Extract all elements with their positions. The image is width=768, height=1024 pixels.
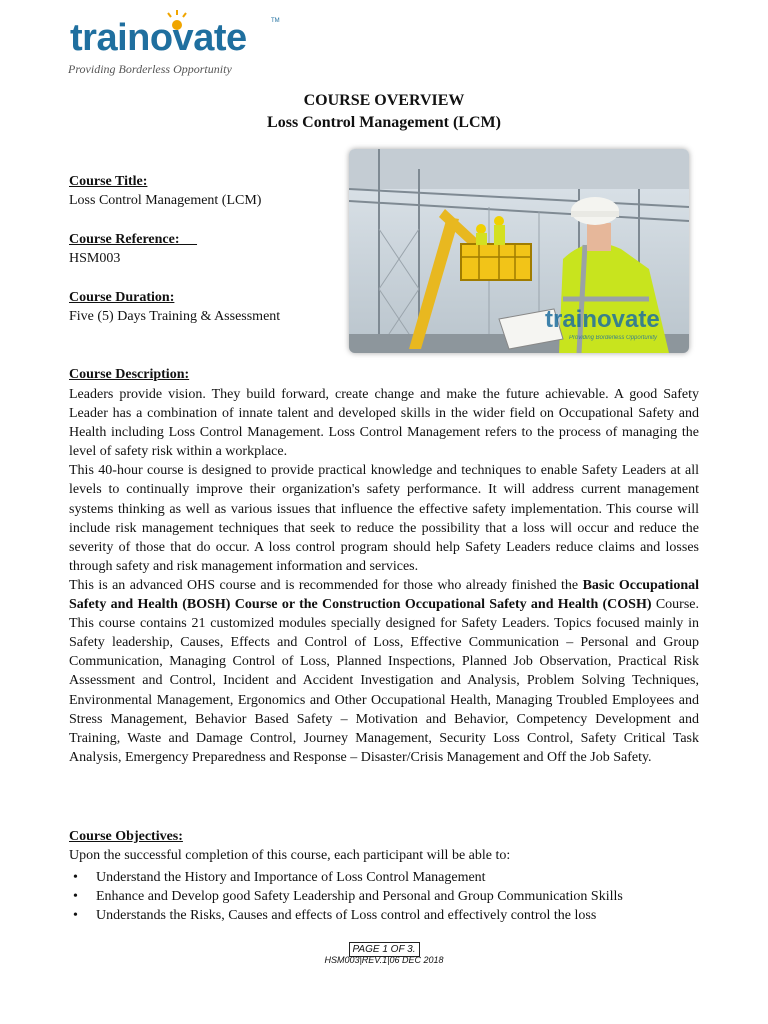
photo-watermark-tagline: Providing Borderless Opportunity xyxy=(569,335,658,341)
objective-item: • Understands the Risks, Causes and effects of Loss control and effectively control the loss xyxy=(69,906,709,925)
page-title: COURSE OVERVIEW xyxy=(303,92,465,109)
trainovate-logo xyxy=(68,8,283,60)
course-description xyxy=(69,385,699,767)
photo-illustration xyxy=(349,149,689,353)
course-title-label: Course Title: xyxy=(69,174,148,189)
course-duration-value: Five (5) Days Training & Assessment xyxy=(69,309,281,324)
course-reference-label: Course Reference: xyxy=(69,232,180,247)
course-reference-value: HSM003 xyxy=(69,251,121,266)
page-subtitle: Loss Control Management (LCM) xyxy=(267,114,501,131)
logo-graphic xyxy=(68,8,283,60)
course-objectives-label: Course Objectives: xyxy=(69,829,183,844)
page-number: PAGE 1 OF 3. xyxy=(0,939,768,957)
objective-item: • Understand the History and Importance of Loss Control Management xyxy=(69,868,709,887)
course-photo xyxy=(349,149,689,353)
objectives-list xyxy=(69,868,709,925)
course-title-value: Loss Control Management (LCM) xyxy=(69,193,262,208)
document-reference: HSM003|REV.1|06 DEC 2018 xyxy=(324,955,444,965)
brand-tagline: Providing Borderless Opportunity xyxy=(68,62,232,76)
course-description-label: Course Description: xyxy=(69,367,190,382)
svg-text:trainovate: trainovate xyxy=(70,17,247,59)
description-paragraph-3: This is an advanced OHS course and is recommended for those who already finished the Basic Occupational Safety and Health (BOSH) Course or the Construction Occupational Safety and Health (COSH) Course. This course contains 21 customized modules specially designed for Safety Leaders. Topics focused mainly in Safety leadership, Causes, Effects and Control of Loss, Effective Communication – Personal and Group Communication, Managing Control of Loss, Planned Inspections, Planned Job Observation, Practical Risk Assessment and Control, Incident and Accident Investigation and Analysis, Problem Solving Techniques, Environmental Management, Ergonomics and Other Occupational Health, Managing Troubled Employees and Stress Management, Behavior Based Safety – Motivation and Behavior, Competency Development and Training, Waste and Damage Control, Journey Management, Security Loss Control, Safety Critical Task Analysis, Emergency Preparedness and Response – Disaster/Crisis Management and Off the Job Safety. xyxy=(69,577,700,765)
prerequisite-courses: Basic Occupational Safety and Health (BOSH) Course or the Construction Occupational Safety and Health (COSH) xyxy=(69,577,700,613)
course-objectives-intro: Upon the successful completion of this course, each participant will be able to: xyxy=(69,848,511,863)
course-duration-label: Course Duration: xyxy=(69,290,175,305)
photo-watermark: trainovate xyxy=(545,306,660,333)
svg-text:TM: TM xyxy=(271,18,280,24)
description-paragraph-1: Leaders provide vision. They build forward, create change and make the future achievable. A good Safety Leader has a combination of innate talent and developed skills in the wider field on Occupational Safety and Health including Loss Control Management. Loss Control Management refers to the process of managing the level of safety risk within a workplace. xyxy=(69,387,699,460)
description-paragraph-2: This 40-hour course is designed to provide practical knowledge and techniques to enable Safety Leaders at all levels to continually improve their organization's safety performance. It will address current management systems thinking as well as various issues that influence the effective safety implementation. This course will include risk management techniques that seek to reduce the possibility that a loss will occur and reduce the severity of those that do occur. A loss control program should help Safety Leaders reduce claims and losses through safety and risk management information and services. xyxy=(69,463,699,574)
objective-item: • Enhance and Develop good Safety Leadership and Personal and Group Communication Skills xyxy=(69,887,709,906)
